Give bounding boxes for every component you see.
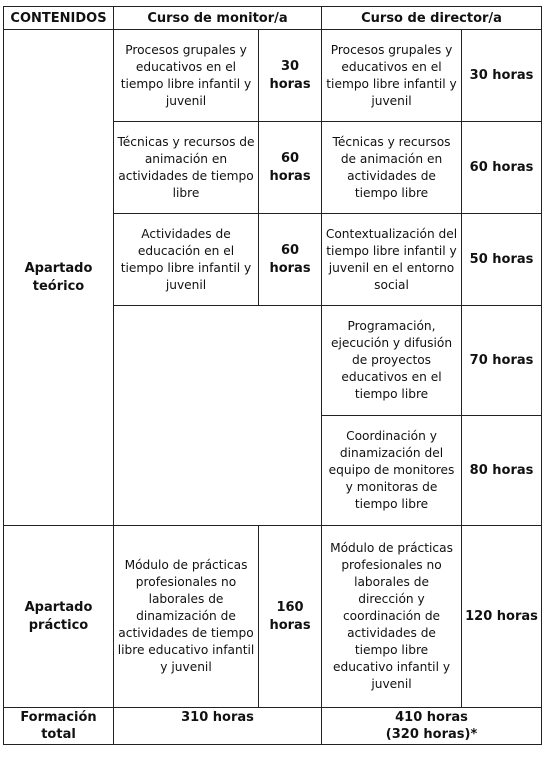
director-module-name: Procesos grupales y educativos en el tiempo libre infantil y juvenil [322,30,462,122]
course-contents-table [3,6,542,745]
director-module-name: Programación, ejecución y difusión de proyectos educativos en el tiempo libre [322,306,462,416]
director-practice-name: Módulo de prácticas profesionales no laborales de dirección y coordinación de actividades de tiempo libre educativo infantil y juvenil [322,526,462,708]
director-module-hours: 30 horas [462,30,542,122]
director-module-name: Contextualización del tiempo libre infantil y juvenil en el entorno social [322,214,462,306]
monitor-module-name: Procesos grupales y educativos en el tiempo libre infantil y juvenil [114,30,259,122]
director-module-name: Técnicas y recursos de animación en actividades de tiempo libre [322,122,462,214]
section-total: Formación total [4,708,114,745]
header-contents: CONTENIDOS [4,7,114,30]
director-total-hours: 410 horas [395,710,468,725]
director-total-cell [322,708,542,745]
section-practice: Apartado práctico [4,526,114,708]
director-module-hours: 70 horas [462,306,542,416]
monitor-module-hours: 60 horas [259,214,322,306]
director-module-hours: 80 horas [462,416,542,526]
director-module-hours: 50 horas [462,214,542,306]
monitor-module-hours: 30 horas [259,30,322,122]
monitor-module-hours: 60 horas [259,122,322,214]
director-total-note: (320 horas)* [385,727,478,742]
monitor-module-name: Actividades de educación en el tiempo libre infantil y juvenil [114,214,259,306]
monitor-practice-hours: 160 horas [259,526,322,708]
header-monitor-course: Curso de monitor/a [114,7,322,30]
header-director-course: Curso de director/a [322,7,542,30]
monitor-practice-name: Módulo de prácticas profesionales no laborales de dinamización de actividades de tiempo libre educativo infantil y juvenil [114,526,259,708]
monitor-empty-cell [114,306,322,526]
director-practice-hours: 120 horas [462,526,542,708]
director-module-hours: 60 horas [462,122,542,214]
section-theory: Apartado teórico [4,30,114,526]
monitor-module-name: Técnicas y recursos de animación en actividades de tiempo libre [114,122,259,214]
director-module-name: Coordinación y dinamización del equipo de monitores y monitoras de tiempo libre [322,416,462,526]
monitor-total-hours: 310 horas [114,708,322,745]
